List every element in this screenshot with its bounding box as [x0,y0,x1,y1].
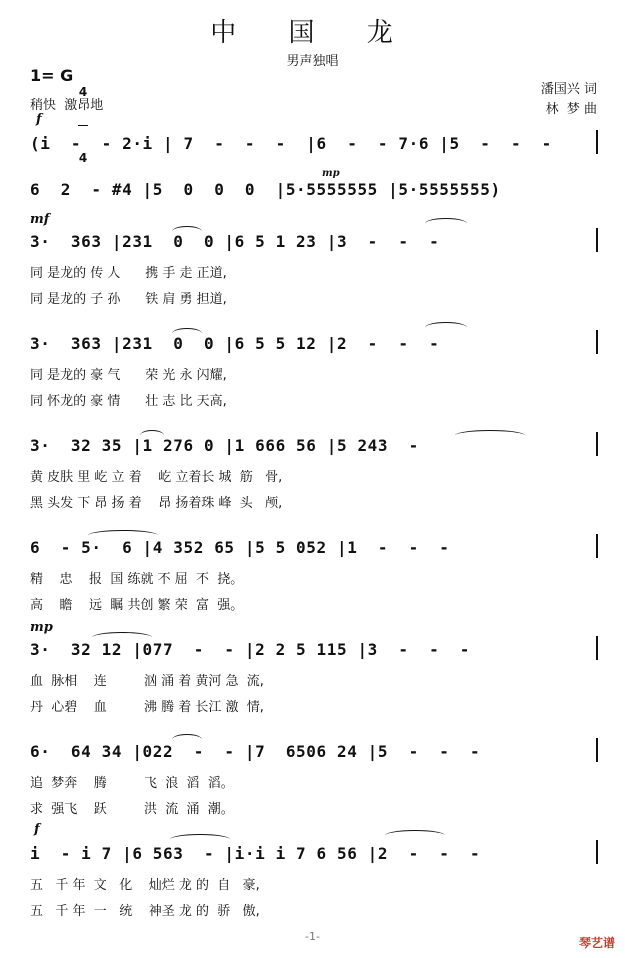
watermark-logo: 琴艺谱 [578,936,615,950]
barline [596,228,598,252]
composer-credit: 林 梦 曲 [545,102,597,117]
notation-line: (i - - 2·i | 7 - - - |6 - - 7·6 |5 - - - [30,134,552,153]
lyric-line: 同 是龙的 子 孙 铁 肩 勇 担道, [30,292,227,307]
notation-line: 3· 32 35 |1 276 0 |1 666 56 |5 243 - [30,436,419,455]
barline [596,738,598,762]
slur [455,430,525,441]
notation-line: i - i 7 |6 563 - |i·i i 7 6 56 |2 - - - [30,844,481,863]
notation-line: 3· 363 |231 0 0 |6 5 1 23 |3 - - - [30,232,440,251]
barline [596,130,598,154]
lyric-line: 丹 心碧 血 沸 腾 着 长江 激 情, [30,700,264,715]
time-signature [78,60,88,178]
lyric-line: 血 脉相 连 汹 涌 着 黄河 急 流, [30,674,264,689]
slur [425,322,467,333]
tempo-marking: 稍快 激昂地 [30,98,104,113]
dynamic-marking: mf [30,212,50,227]
barline [596,534,598,558]
lyric-line: 求 强飞 跃 洪 流 涌 潮。 [30,802,234,817]
slur [170,834,230,845]
slur [172,734,202,745]
dynamic-marking: mp [322,168,340,179]
dynamic-marking: f [36,112,42,127]
barline [596,840,598,864]
slur [172,226,202,237]
lyricist-credit: 潘国兴 词 [540,82,597,97]
lyric-line: 高 瞻 远 瞩 共创 繁 荣 富 强。 [30,598,244,613]
slur [425,218,467,229]
slur [88,530,158,541]
lyric-line: 精 忠 报 国 练就 不 屈 不 挠。 [30,572,244,587]
slur [172,328,202,339]
lyric-line: 黑 头发 下 昂 扬 着 昂 扬着珠 峰 头 颅, [30,496,283,511]
slur [140,430,164,441]
notation-line: 3· 363 |231 0 0 |6 5 5 12 |2 - - - [30,334,440,353]
key-signature: 1= G [30,66,74,85]
song-title: 中 国 龙 [210,18,415,48]
lyric-line: 五 千 年 一 统 神圣 龙 的 骄 傲, [30,904,260,919]
notation-line: 6· 64 34 |022 - - |7 6506 24 |5 - - - [30,742,481,761]
notation-line: 6 2 - #4 |5 0 0 0 |5·5555555 |5·5555555) [30,180,501,199]
lyric-line: 同 是龙的 传 人 携 手 走 正道, [30,266,227,281]
barline [596,432,598,456]
lyric-line: 同 是龙的 豪 气 荣 光 永 闪耀, [30,368,227,383]
lyric-line: 黄 皮肤 里 屹 立 着 屹 立着长 城 筋 骨, [30,470,283,485]
time-sig-denominator: 4 [78,151,88,165]
slur [92,632,152,643]
song-subtitle: 男声独唱 [286,54,339,69]
slur [385,830,445,841]
notation-line: 6 - 5· 6 |4 352 65 |5 5 052 |1 - - - [30,538,450,557]
dynamic-marking: mp [30,620,53,635]
barline [596,636,598,660]
barline [596,330,598,354]
page-number: -1- [305,930,320,943]
lyric-line: 追 梦奔 腾 飞 浪 滔 滔。 [30,776,234,791]
time-sig-numerator: 4 [78,85,88,99]
lyric-line: 同 怀龙的 豪 情 壮 志 比 天高, [30,394,227,409]
notation-line: 3· 32 12 |077 - - |2 2 5 115 |3 - - - [30,640,471,659]
lyric-line: 五 千 年 文 化 灿烂 龙 的 自 豪, [30,878,260,893]
dynamic-marking: f [34,822,40,837]
